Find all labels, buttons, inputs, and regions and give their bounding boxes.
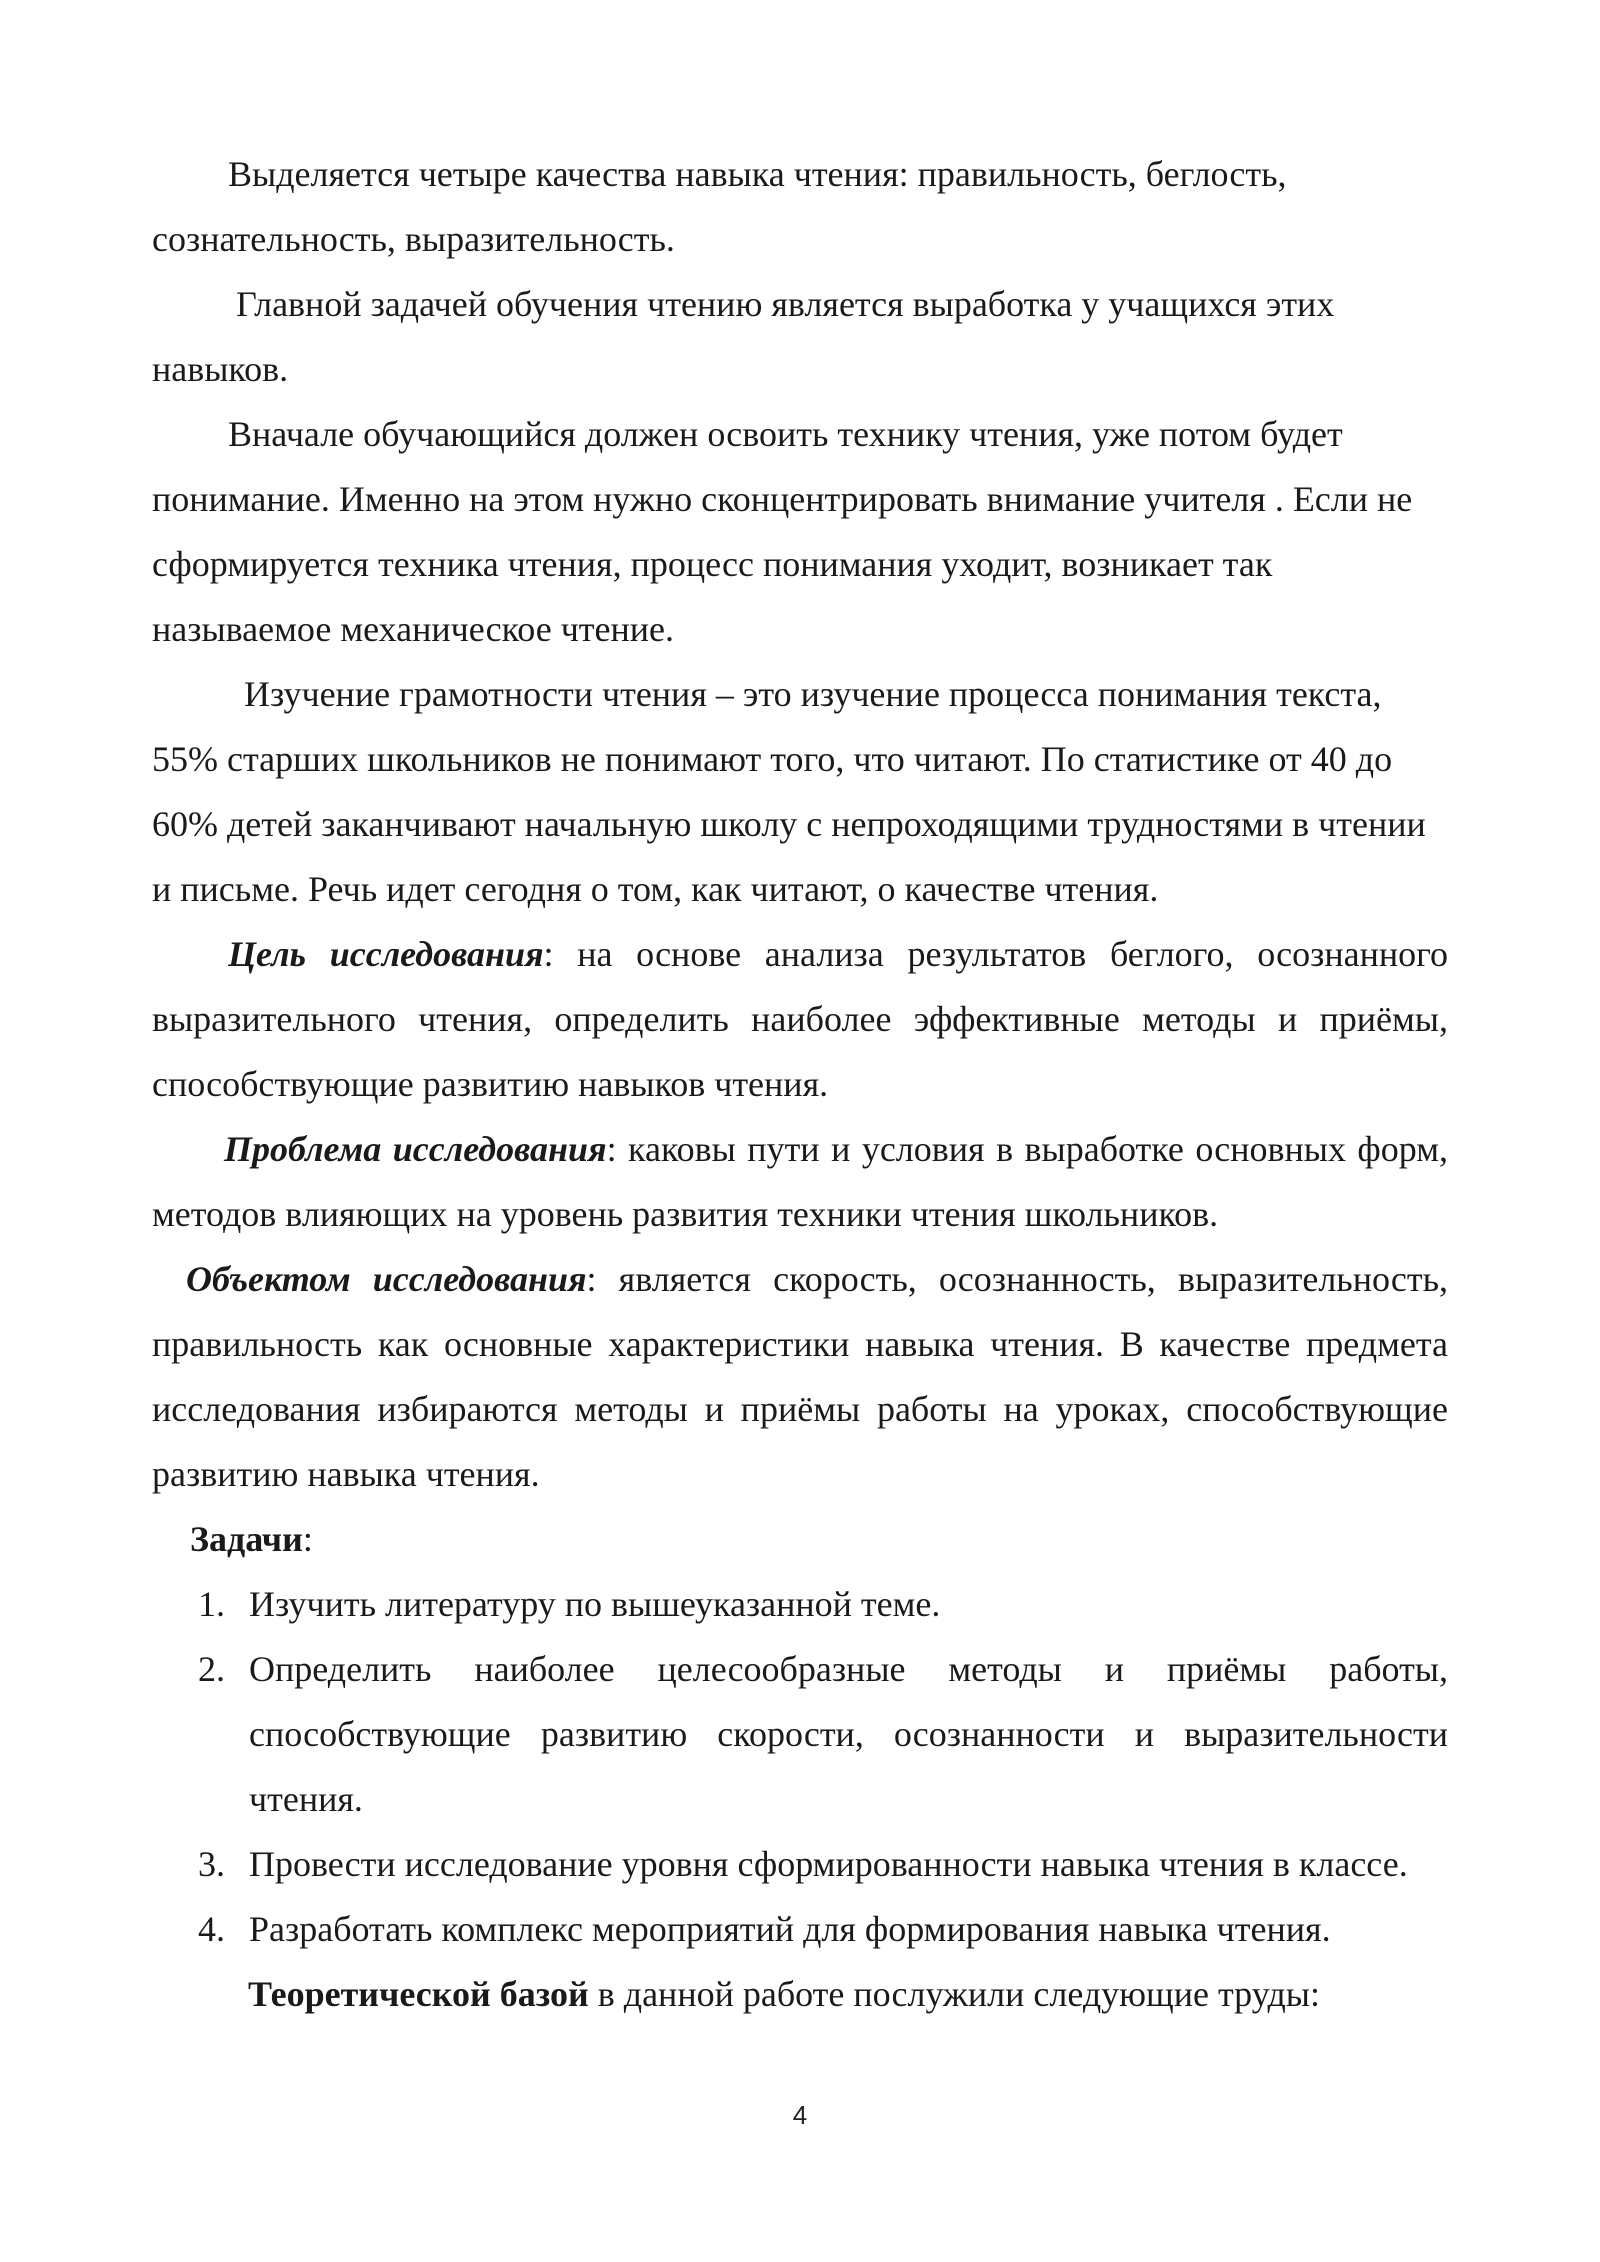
paragraph-theory-base — [152, 1962, 1448, 2027]
paragraph-reading-literacy: Изучение грамотности чтения – это изучение процесса понимания текста, 55% старших школьников не понимают того, что читают. По статистике от 40 до 60% детей заканчивают начальную школу с непроходящими трудностями в чтении и письме. Речь идет сегодня о том, как читают, о качестве чтения. — [152, 674, 1426, 909]
tasks-heading — [152, 1507, 1448, 1572]
list-item — [152, 1832, 1448, 1897]
list-item-number: 1. — [198, 1584, 225, 1624]
research-object-text: : является скорость, осознанность, выразительность, правильность как основные характеристики навыка чтения. В качестве предмета исследования избираются методы и приёмы работы на уроках, способствующие развитию навыка чтения. — [152, 1259, 1448, 1494]
list-item-number: 2. — [198, 1649, 225, 1689]
page-number: 4 — [792, 2100, 808, 2130]
list-item-number: 4. — [198, 1909, 225, 1949]
research-object-label: Объектом исследования — [186, 1259, 587, 1299]
tasks-list — [152, 1572, 1448, 1962]
theory-base-label: Теоретической базой — [248, 1974, 589, 2014]
list-item-text: Определить наиболее целесообразные методы и приёмы работы, способствующие развитию скорости, осознанности и выразительности чтения. — [249, 1649, 1448, 1819]
list-item-text: Изучить литературу по вышеуказанной теме. — [249, 1584, 941, 1624]
tasks-colon: : — [302, 1519, 313, 1559]
paragraph-reading-qualities: Выделяется четыре качества навыка чтения: правильность, беглость, сознательность, выразительность. — [152, 154, 1287, 259]
research-problem-label: Проблема исследования — [224, 1129, 607, 1169]
research-goal-text: : на основе анализа результатов беглого, осознанного выразительного чтения, определить наиболее эффективные методы и приёмы, способствующие развитию навыков чтения. — [152, 934, 1449, 1104]
paragraph-research-problem — [152, 1117, 1448, 1247]
theory-base-text: в данной работе послужили следующие труды: — [588, 1974, 1320, 2014]
paragraph-research-object — [152, 1247, 1448, 1507]
research-goal-label: Цель исследования — [228, 934, 544, 974]
list-item — [152, 1897, 1448, 1962]
paragraph-main-task: Главной задачей обучения чтению является выработка у учащихся этих навыков. — [152, 284, 1335, 389]
paragraph-research-goal — [152, 922, 1448, 1117]
list-item-text: Разработать комплекс мероприятий для формирования навыка чтения. — [249, 1909, 1331, 1949]
list-item — [152, 1572, 1448, 1637]
list-item — [152, 1637, 1448, 1832]
research-problem-text: : каковы пути и условия в выработке основных форм, методов влияющих на уровень развития техники чтения школьников. — [152, 1129, 1448, 1234]
list-item-text: Провести исследование уровня сформированности навыка чтения в классе. — [249, 1844, 1408, 1884]
list-item-number: 3. — [198, 1844, 225, 1884]
tasks-label: Задачи — [190, 1519, 303, 1559]
paragraph-reading-technique: Вначале обучающийся должен освоить технику чтения, уже потом будет понимание. Именно на этом нужно сконцентрировать внимание учителя . Если не сформируется техника чтения, процесс понимания уходит, возникает так называемое механическое чтение. — [152, 414, 1413, 649]
document-body — [152, 142, 1448, 2027]
